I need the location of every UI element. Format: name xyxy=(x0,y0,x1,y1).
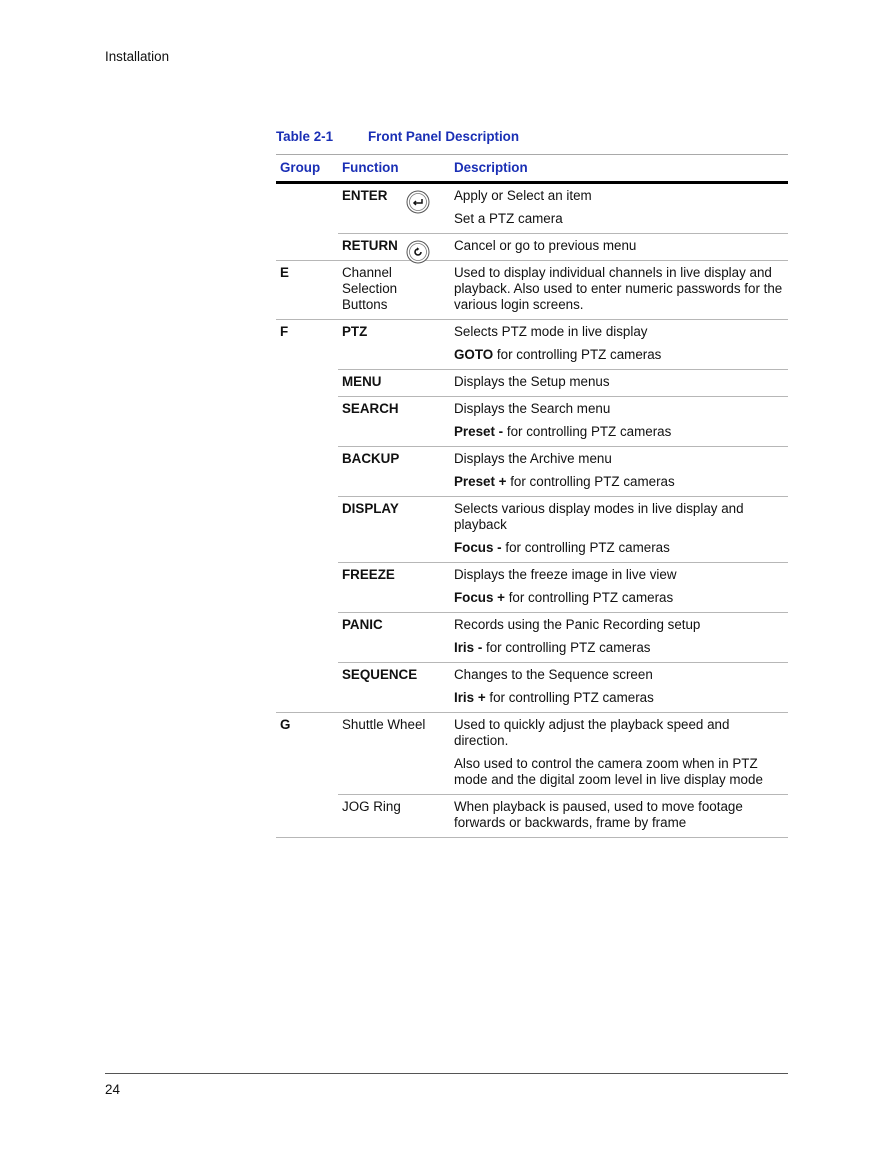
footer-divider xyxy=(105,1073,788,1074)
description-keyword: Preset + xyxy=(454,474,507,489)
description-keyword: Iris + xyxy=(454,690,486,705)
function-cell xyxy=(338,613,450,663)
table-row xyxy=(276,497,788,563)
description-line xyxy=(454,324,784,340)
table-row xyxy=(276,563,788,613)
table-row xyxy=(276,183,788,234)
description-line xyxy=(454,451,784,467)
function-cell xyxy=(338,795,450,838)
column-header-group: Group xyxy=(276,155,338,183)
description-keyword: GOTO xyxy=(454,347,494,362)
description-line xyxy=(454,374,784,390)
description-line xyxy=(454,640,784,656)
group-cell xyxy=(276,397,338,447)
description-text: Used to quickly adjust the playback speed and direction. xyxy=(454,717,730,748)
table-title: Front Panel Description xyxy=(368,129,520,144)
table-row xyxy=(276,713,788,795)
description-line xyxy=(454,188,784,204)
description-line xyxy=(454,667,784,683)
description-keyword: Focus - xyxy=(454,540,502,555)
description-text: for controlling PTZ cameras xyxy=(485,690,654,705)
function-label: Shuttle Wheel xyxy=(342,717,426,732)
description-line xyxy=(454,401,784,417)
function-cell xyxy=(338,497,450,563)
table-row xyxy=(276,234,788,261)
group-cell: G xyxy=(276,713,338,795)
function-label: PTZ xyxy=(342,324,368,339)
description-line xyxy=(454,424,784,440)
description-line xyxy=(454,567,784,583)
table-row xyxy=(276,261,788,320)
description-line xyxy=(454,717,784,749)
description-text: Set a PTZ camera xyxy=(454,211,563,226)
group-cell xyxy=(276,447,338,497)
table-caption xyxy=(276,129,519,144)
column-header-function: Function xyxy=(338,155,450,183)
group-cell xyxy=(276,497,338,563)
group-cell xyxy=(276,563,338,613)
description-text: Displays the Search menu xyxy=(454,401,611,416)
function-cell xyxy=(338,183,450,234)
description-cell xyxy=(450,563,788,613)
table-number: Table 2-1 xyxy=(276,129,334,144)
column-header-description: Description xyxy=(450,155,788,183)
group-cell: E xyxy=(276,261,338,320)
description-keyword: Preset - xyxy=(454,424,504,439)
description-text: for controlling PTZ cameras xyxy=(493,347,662,362)
description-line xyxy=(454,590,784,606)
description-cell xyxy=(450,713,788,795)
function-label: MENU xyxy=(342,374,382,389)
description-text: for controlling PTZ cameras xyxy=(501,540,670,555)
description-line xyxy=(454,347,784,363)
description-text: for controlling PTZ cameras xyxy=(504,590,674,605)
table-row xyxy=(276,397,788,447)
function-label: RETURN xyxy=(342,238,398,253)
table-row xyxy=(276,370,788,397)
description-keyword: Iris - xyxy=(454,640,483,655)
function-label: FREEZE xyxy=(342,567,395,582)
description-line xyxy=(454,474,784,490)
function-label: ENTER xyxy=(342,188,388,203)
description-text: When playback is paused, used to move footage forwards or backwards, frame by frame xyxy=(454,799,743,830)
description-line xyxy=(454,617,784,633)
description-cell xyxy=(450,795,788,838)
description-cell xyxy=(450,261,788,320)
function-label: PANIC xyxy=(342,617,383,632)
description-line xyxy=(454,799,784,831)
table-body xyxy=(276,183,788,838)
description-text: for controlling PTZ cameras xyxy=(482,640,651,655)
description-line xyxy=(454,690,784,706)
function-cell xyxy=(338,713,450,795)
function-cell xyxy=(338,563,450,613)
function-label: BACKUP xyxy=(342,451,400,466)
description-text: for controlling PTZ cameras xyxy=(506,474,675,489)
group-cell xyxy=(276,234,338,261)
function-label: DISPLAY xyxy=(342,501,399,516)
function-label: Channel Selection Buttons xyxy=(342,265,398,312)
front-panel-table xyxy=(276,154,788,838)
description-text: for controlling PTZ cameras xyxy=(503,424,672,439)
description-text: Changes to the Sequence screen xyxy=(454,667,653,682)
description-text: Apply or Select an item xyxy=(454,188,592,203)
function-cell xyxy=(338,234,450,261)
function-cell xyxy=(338,370,450,397)
description-cell xyxy=(450,613,788,663)
group-cell xyxy=(276,613,338,663)
page-number: 24 xyxy=(105,1082,120,1097)
function-cell xyxy=(338,397,450,447)
description-line xyxy=(454,238,784,254)
description-cell xyxy=(450,370,788,397)
description-keyword: Focus + xyxy=(454,590,505,605)
description-line xyxy=(454,211,784,227)
function-cell xyxy=(338,663,450,713)
description-text: Cancel or go to previous menu xyxy=(454,238,637,253)
description-text: Selects PTZ mode in live display xyxy=(454,324,648,339)
group-cell xyxy=(276,183,338,234)
description-text: Selects various display modes in live display and playback xyxy=(454,501,744,532)
table-row xyxy=(276,795,788,838)
description-line xyxy=(454,265,784,313)
description-text: Displays the freeze image in live view xyxy=(454,567,677,582)
description-cell xyxy=(450,497,788,563)
group-cell xyxy=(276,663,338,713)
function-label: JOG Ring xyxy=(342,799,401,814)
description-line xyxy=(454,756,784,788)
description-text: Used to display individual channels in live display and playback. Also used to enter numeric passwords for the various login screens. xyxy=(454,265,783,312)
description-cell xyxy=(450,234,788,261)
group-cell: F xyxy=(276,320,338,370)
description-text: Also used to control the camera zoom when in PTZ mode and the digital zoom level in live display mode xyxy=(454,756,763,787)
description-cell xyxy=(450,447,788,497)
description-cell xyxy=(450,183,788,234)
table-row xyxy=(276,320,788,370)
description-cell xyxy=(450,320,788,370)
description-text: Records using the Panic Recording setup xyxy=(454,617,701,632)
group-cell xyxy=(276,370,338,397)
table-header-row xyxy=(276,155,788,183)
description-line xyxy=(454,501,784,533)
description-line xyxy=(454,540,784,556)
function-cell xyxy=(338,320,450,370)
function-cell xyxy=(338,261,450,320)
table-row xyxy=(276,663,788,713)
description-cell xyxy=(450,663,788,713)
table-row xyxy=(276,447,788,497)
function-label: SEARCH xyxy=(342,401,399,416)
description-cell xyxy=(450,397,788,447)
description-text: Displays the Archive menu xyxy=(454,451,612,466)
group-cell xyxy=(276,795,338,838)
enter-key-icon xyxy=(406,190,430,214)
running-header: Installation xyxy=(105,49,170,64)
function-label: SEQUENCE xyxy=(342,667,418,682)
table-row xyxy=(276,613,788,663)
function-cell xyxy=(338,447,450,497)
description-text: Displays the Setup menus xyxy=(454,374,610,389)
return-key-icon xyxy=(406,240,430,264)
